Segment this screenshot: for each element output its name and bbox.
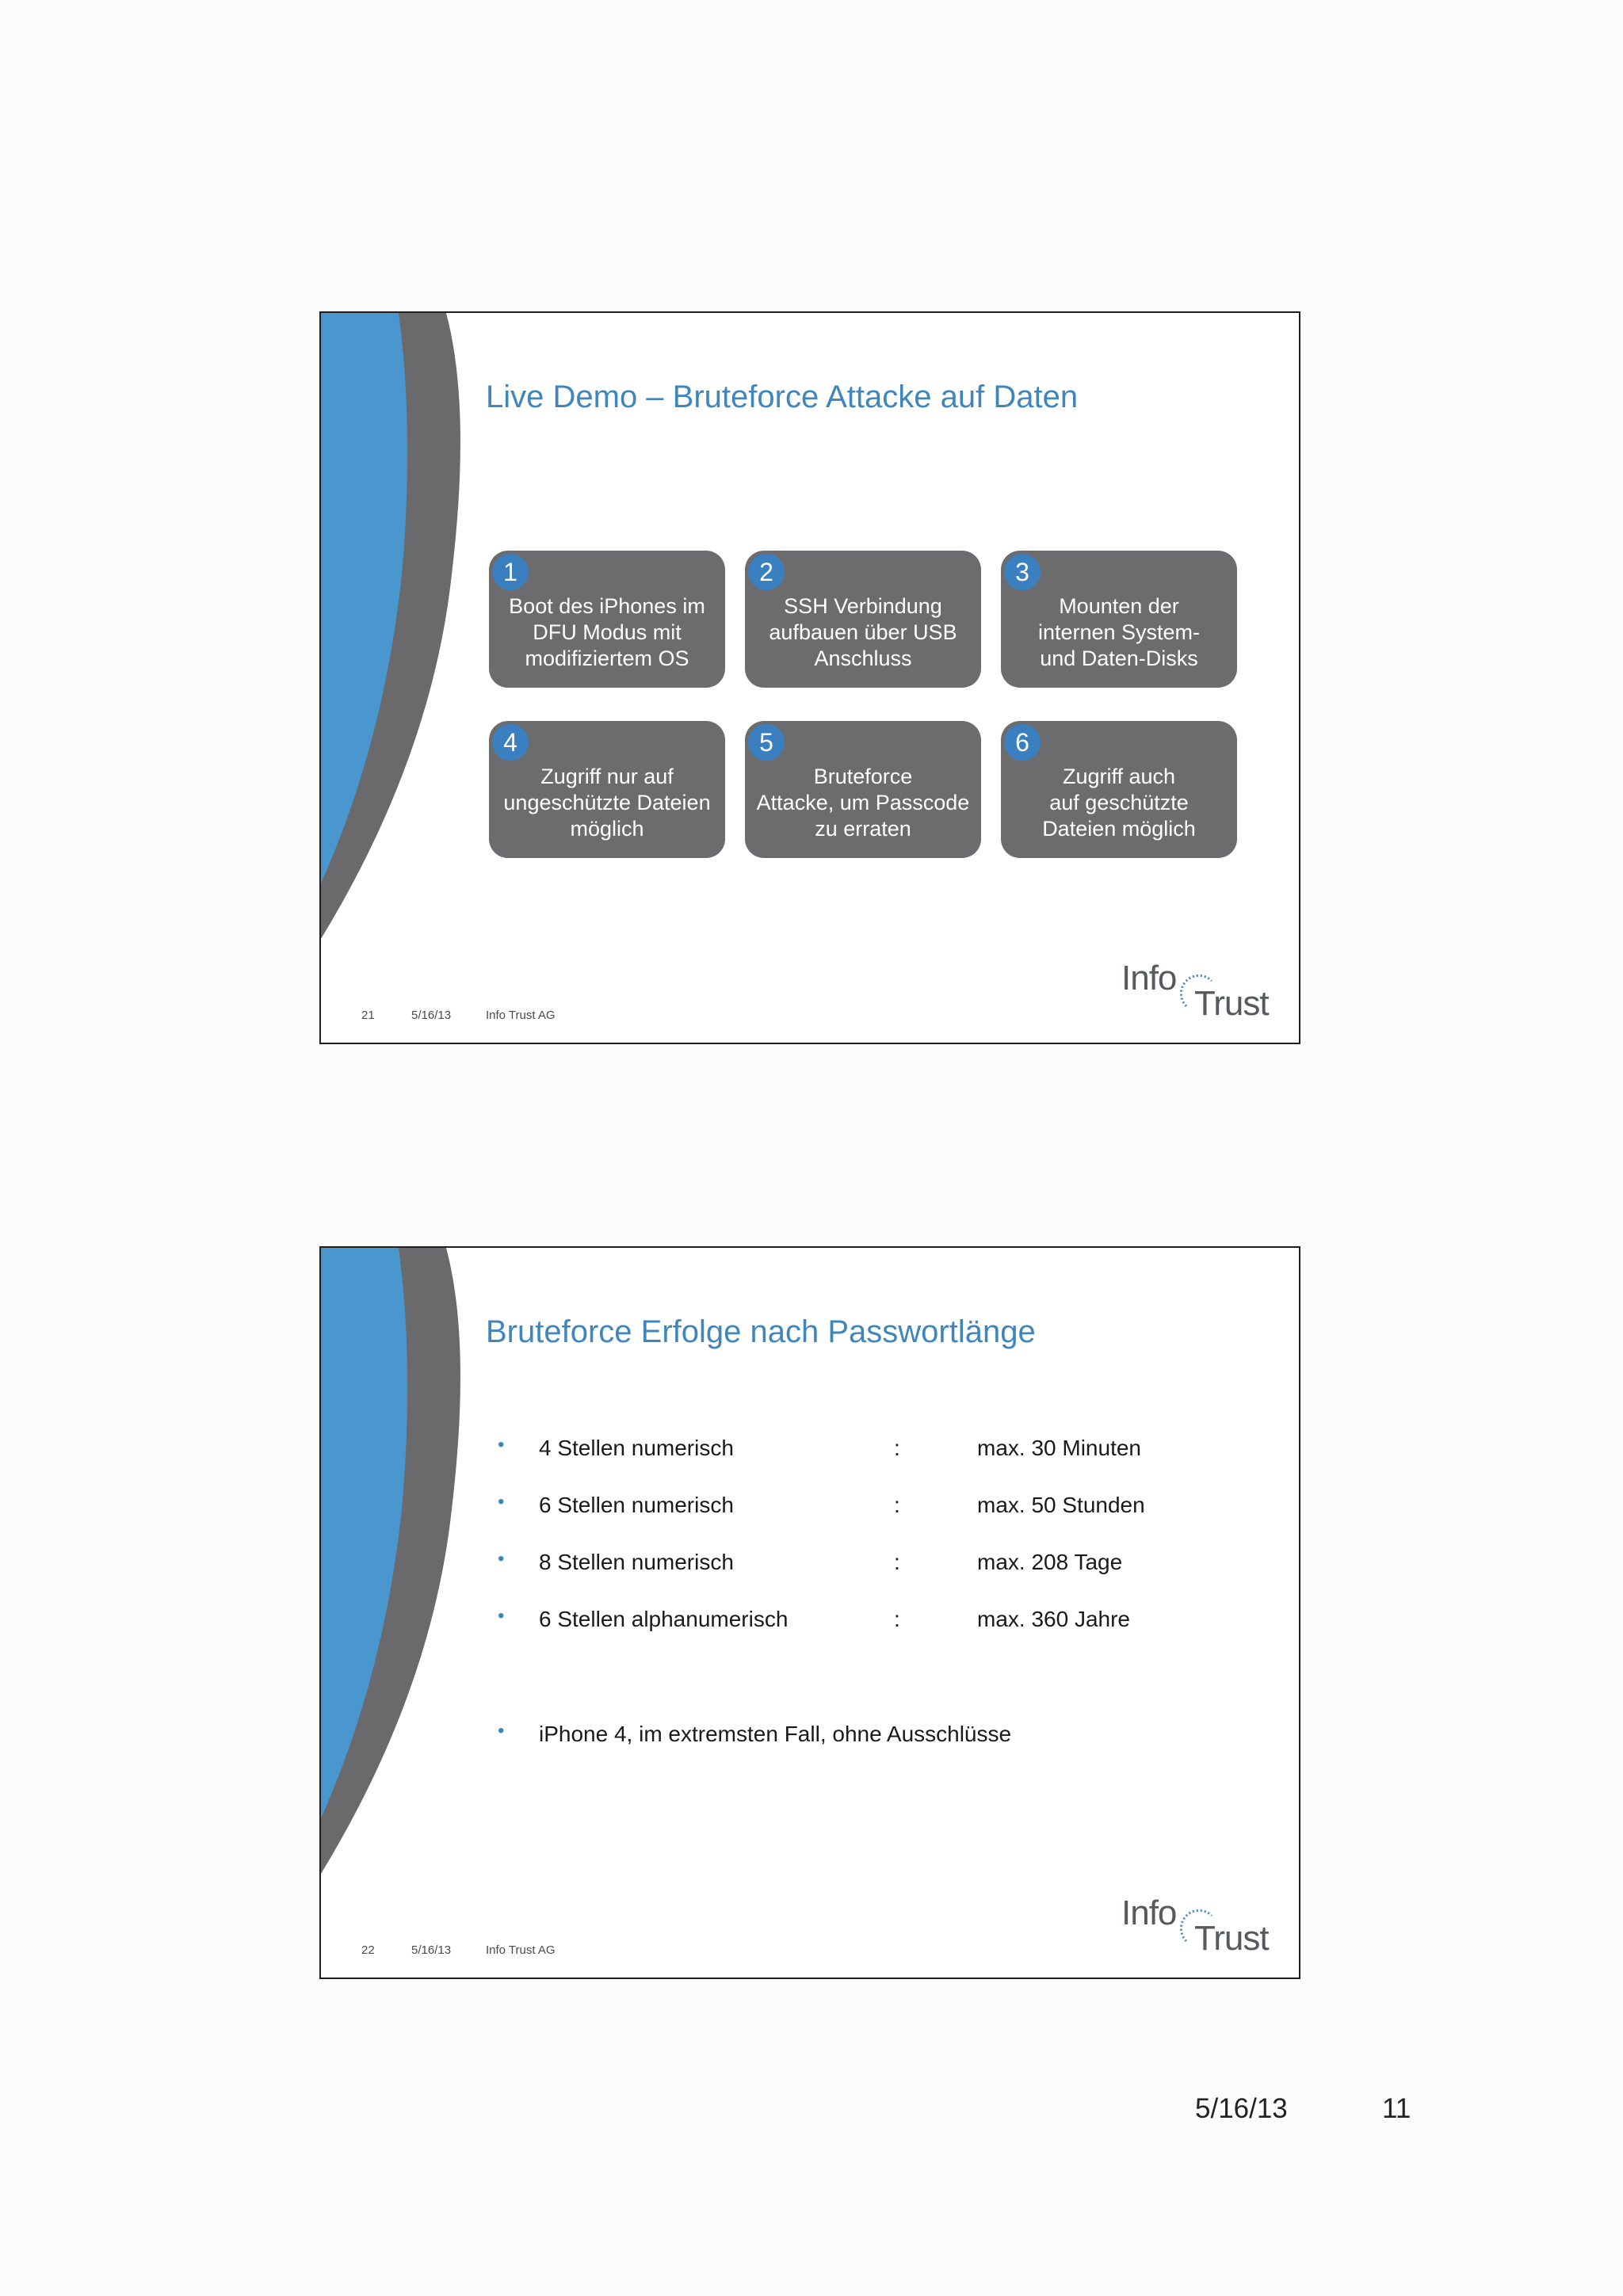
bullet-icon: • [498,1434,505,1455]
bullet-icon: • [498,1491,505,1512]
step-number-badge: 5 [748,724,785,761]
bullet-item [321,1436,1193,1467]
slide-title: Live Demo – Bruteforce Attacke auf Daten [486,379,1079,414]
bullet-label: 6 Stellen alphanumerisch [539,1607,789,1631]
step-box-6 [1001,721,1237,858]
slide-date: 5/16/13 [411,1943,452,1957]
bullet-value: max. 208 Tage [977,1550,1123,1574]
bullet-icon: • [498,1720,505,1741]
step-text: Bruteforce Attacke, um Passcode zu erraten [756,765,970,841]
slide-22 [319,1246,1300,1979]
step-box-1 [489,551,725,688]
bullet-value: max. 360 Jahre [977,1607,1130,1631]
step-text: Zugriff nur auf ungeschützte Dateien möglich [503,765,711,841]
logo-word-info: Info [1121,959,1177,997]
logo-word-trust: Trust [1194,1919,1269,1958]
bullet-item [321,1493,1193,1524]
step-box-4 [489,721,725,858]
slide-number: 21 [361,1009,375,1022]
bullet-separator: : [894,1550,900,1574]
bullet-label: iPhone 4, im extremsten Fall, ohne Ausschlüsse [539,1722,1012,1746]
step-number-badge: 3 [1004,554,1041,590]
logo-word-trust: Trust [1194,984,1269,1023]
info-trust-logo [1121,1894,1280,1958]
step-text: Mounten der internen System- und Daten-Disks [1037,594,1201,670]
page-number: 11 [1382,2093,1411,2124]
logo-word-info: Info [1121,1894,1177,1932]
bullet-label: 4 Stellen numerisch [539,1436,734,1460]
step-number-badge: 4 [492,724,529,761]
bullet-item [321,1607,1193,1638]
step-text: SSH Verbindung aufbauen über USB Anschluss [769,594,957,670]
step-number-badge: 1 [492,554,529,590]
step-number-badge: 2 [748,554,785,590]
bullet-separator: : [894,1607,900,1631]
slide-date: 5/16/13 [411,1009,452,1022]
slide-company: Info Trust AG [486,1009,556,1022]
slide-company: Info Trust AG [486,1943,556,1957]
slide-title: Bruteforce Erfolge nach Passwortlänge [486,1314,1036,1349]
slide-number: 22 [361,1943,375,1957]
slide-21 [319,311,1300,1044]
bullet-label: 6 Stellen numerisch [539,1493,734,1517]
bullet-icon: • [498,1548,505,1569]
bullet-item [321,1722,1193,1753]
bullet-separator: : [894,1436,900,1460]
info-trust-logo [1121,959,1280,1024]
step-box-3 [1001,551,1237,688]
step-text: Zugriff auch auf geschützte Dateien möglich [1042,765,1196,841]
bullet-icon: • [498,1605,505,1627]
step-box-2 [745,551,981,688]
bullet-item [321,1550,1193,1581]
slide-decoration-swoosh [321,313,479,1044]
step-text: Boot des iPhones im DFU Modus mit modifiziertem OS [509,594,705,670]
page-date: 5/16/13 [1195,2093,1288,2124]
bullet-label: 8 Stellen numerisch [539,1550,734,1574]
step-box-5 [745,721,981,858]
bullet-value: max. 50 Stunden [977,1493,1145,1517]
bullet-value: max. 30 Minuten [977,1436,1141,1460]
step-number-badge: 6 [1004,724,1041,761]
bullet-separator: : [894,1493,900,1517]
